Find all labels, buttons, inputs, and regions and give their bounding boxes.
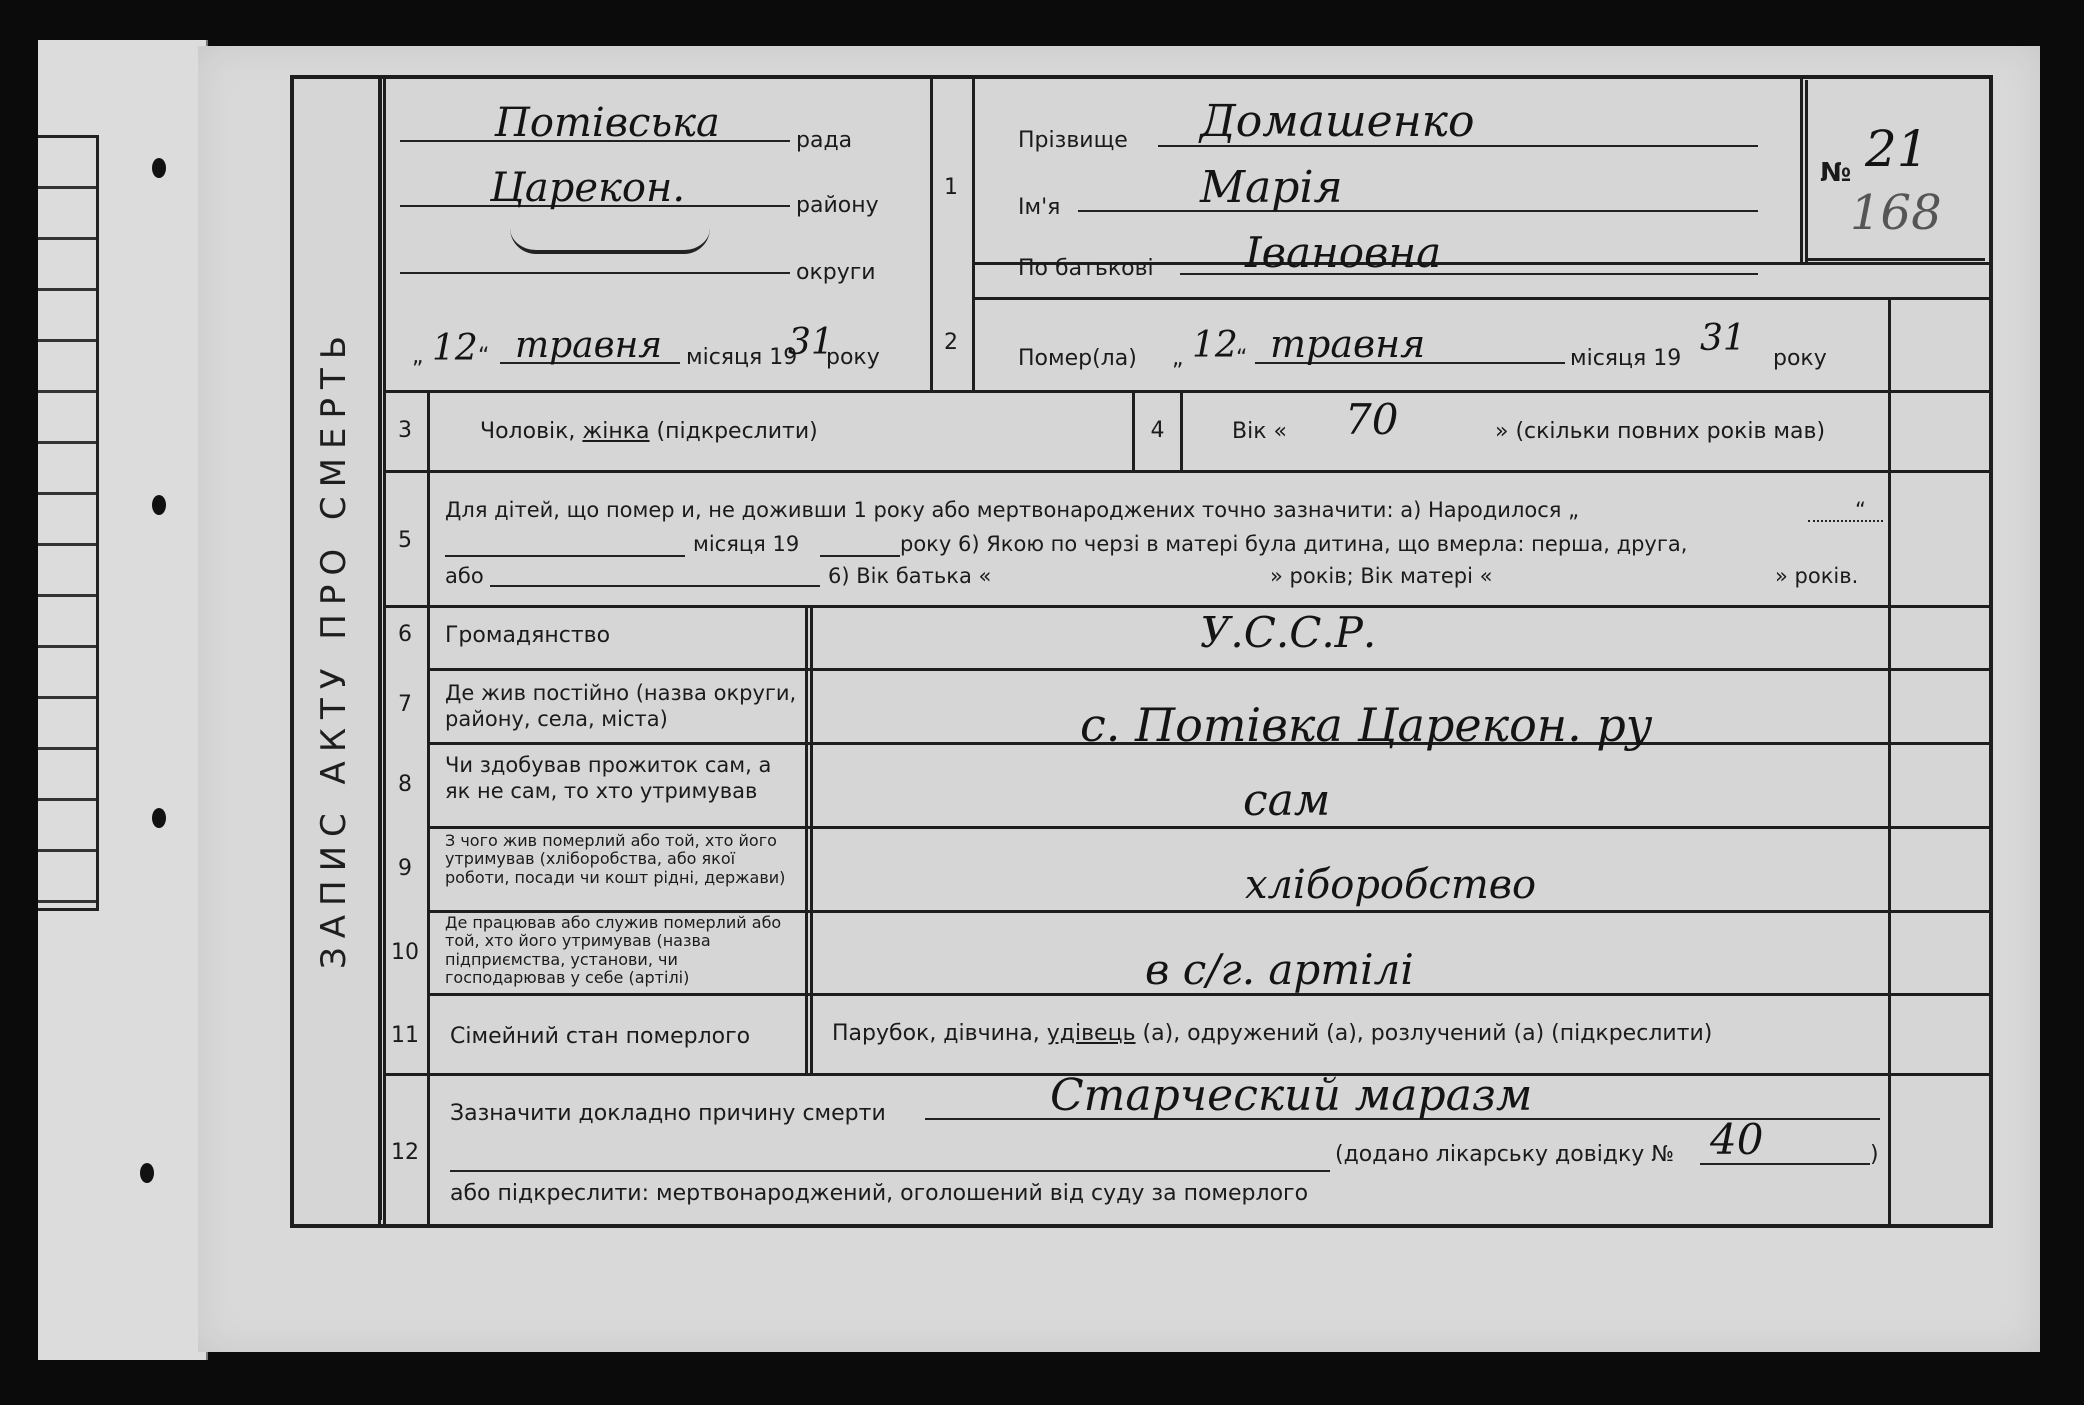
born-date-dots [1808, 520, 1883, 522]
frame-divider [805, 607, 808, 1073]
frame-divider [1800, 75, 1803, 265]
binding-hole [140, 1163, 154, 1183]
frame-divider [383, 75, 386, 1224]
medical-cert-close: ) [1870, 1142, 1879, 1167]
died-year-label: року [1773, 346, 1827, 371]
child-info-line-3d: » років. [1775, 564, 1859, 588]
child-info-line-3b: 6) Вік батька « [828, 564, 992, 588]
born-year-line [820, 555, 900, 557]
frame-divider [972, 75, 975, 393]
born-day-line [445, 555, 685, 557]
row-4-number: 4 [1150, 418, 1165, 443]
sex-label-male: Чоловік, [480, 419, 583, 444]
sex-label [480, 418, 818, 446]
workplace-label: Де працював або служив померлий або той, хто його утримував (назва підприємства, установи, чи господарював у себе (артілі) [445, 913, 782, 988]
marital-options-a: Парубок, дівчина, [832, 1021, 1047, 1046]
frame-divider [427, 668, 1989, 671]
row-8-number: 8 [398, 772, 412, 797]
residence-value: с. Потівка Царекон. ру [1080, 698, 1653, 752]
date-close-quote: “ [478, 344, 490, 369]
cause-of-death-label: Зазначити докладно причину смерти [450, 1101, 886, 1126]
surname-label: Прізвище [1018, 128, 1128, 153]
frame-divider [378, 75, 381, 1224]
workplace-value: в с/г. артілі [1145, 945, 1414, 994]
record-number: 21 [1865, 120, 1929, 178]
row-9-number: 9 [398, 856, 412, 881]
citizenship-value: У.С.С.Р. [1200, 608, 1377, 657]
name-label: Ім'я [1018, 195, 1061, 220]
patronymic-label: По батькові [1018, 256, 1154, 281]
died-day: 12 [1192, 325, 1238, 366]
marital-options-c: (а), одружений (а), розлучений (а) (підкреслити) [1135, 1021, 1713, 1046]
sex-label-female-underlined: жінка [582, 419, 650, 444]
date-day: 12 [432, 328, 478, 369]
child-info-line-2: місяця 19 [693, 532, 800, 556]
date-month: травня [515, 325, 663, 366]
frame-divider [383, 470, 1989, 473]
medical-cert-label: (додано лікарську довідку № [1335, 1142, 1675, 1167]
medical-cert-number: 40 [1710, 1115, 1764, 1164]
frame-divider [427, 826, 1989, 829]
child-info-line-3c: » років; Вік матері « [1270, 564, 1493, 588]
raion-label: району [796, 193, 879, 218]
name-value: Марія [1200, 162, 1343, 213]
row-2-number: 2 [944, 330, 958, 355]
okrug-label: округи [796, 260, 876, 285]
died-label: Помер(ла) [1018, 346, 1137, 371]
binding-hole [152, 808, 166, 828]
frame-divider [972, 297, 1989, 300]
form-title-text: ЗАПИС АКТУ ПРО СМЕРТЬ [314, 326, 354, 969]
row-11-number: 11 [391, 1023, 419, 1048]
occupation-source-value: хліборобство [1245, 862, 1537, 908]
marital-option-widower-underlined: удівець [1046, 1021, 1136, 1046]
died-month-label: місяця 19 [1570, 346, 1682, 371]
row-10-number: 10 [391, 940, 419, 965]
frame-divider [1888, 300, 1891, 1224]
cause-of-death-value: Старческий маразм [1050, 1070, 1533, 1121]
frame-divider [810, 607, 813, 1073]
left-page-edge [38, 40, 208, 1360]
record-number-extra: 168 [1850, 185, 1942, 241]
date-year: 31 [788, 322, 834, 363]
marital-status-options [832, 1020, 1712, 1048]
died-month: травня [1270, 322, 1426, 366]
sex-label-hint: (підкреслити) [649, 419, 818, 444]
form-side-title [290, 75, 382, 1220]
row-7-number: 7 [398, 692, 412, 717]
raion-value: Царекон. [490, 165, 686, 211]
date-open-quote: „ [412, 344, 424, 369]
frame-divider [427, 393, 430, 1224]
child-info-quote: “ [1855, 498, 1866, 522]
frame-divider [1805, 80, 1808, 262]
surname-value: Домашенко [1200, 96, 1475, 147]
row-1-number: 1 [944, 175, 958, 200]
left-page-ruled-lines [38, 135, 99, 911]
marital-status-label: Сімейний стан померлого [450, 1024, 751, 1049]
child-info-line-3a: або [445, 564, 484, 588]
age-label: Вік « [1232, 419, 1287, 444]
residence-label: Де жив постійно (назва округи, району, села, міста) [445, 681, 797, 732]
date-month-label: місяця 19 [686, 345, 798, 370]
row-3-number: 3 [398, 418, 412, 443]
died-close-quote: “ [1236, 346, 1248, 371]
frame-divider [383, 605, 1989, 608]
cause-of-death-line-2 [450, 1170, 1330, 1172]
date-year-label: року [826, 345, 880, 370]
child-info-line-1: Для дітей, що помер и, не доживши 1 року або мертвонароджених точно зазначити: а) Народилося „ [445, 498, 1579, 522]
frame-divider [1805, 258, 1985, 261]
died-open-quote: „ [1172, 346, 1184, 371]
stillborn-note: або підкреслити: мертвонароджений, оголошений від суду за померлого [450, 1181, 1309, 1206]
rada-value: Потівська [495, 100, 720, 146]
livelihood-value: сам [1243, 775, 1331, 826]
patronymic-value: Івановна [1245, 228, 1442, 277]
row-5-number: 5 [398, 528, 412, 553]
frame-divider [1180, 393, 1183, 473]
livelihood-label: Чи здобував прожиток сам, а як не сам, то хто утримував [445, 753, 772, 804]
child-order-line [490, 585, 820, 587]
binding-hole [152, 495, 166, 515]
occupation-source-label: З чого жив померлий або той, хто його утримував (хліборобства, або якої роботи, посади чи кошт рідні, держави) [445, 831, 786, 887]
frame-divider [383, 390, 1989, 393]
rada-label: рада [796, 128, 853, 153]
row-6-number: 6 [398, 622, 412, 647]
died-year: 31 [1700, 318, 1746, 359]
record-number-label: № [1820, 158, 1852, 188]
age-value: 70 [1345, 395, 1399, 444]
okrug-line [400, 272, 790, 274]
raion-underline-stroke [510, 228, 710, 254]
binding-hole [152, 158, 166, 178]
row-12-number: 12 [391, 1140, 419, 1165]
citizenship-label: Громадянство [445, 623, 611, 648]
name-line [1078, 210, 1758, 212]
child-info-line-2b: року 6) Якою по черзі в матері була дитина, що вмерла: перша, друга, [900, 532, 1688, 556]
age-suffix: » (скільки повних років мав) [1495, 419, 1826, 444]
